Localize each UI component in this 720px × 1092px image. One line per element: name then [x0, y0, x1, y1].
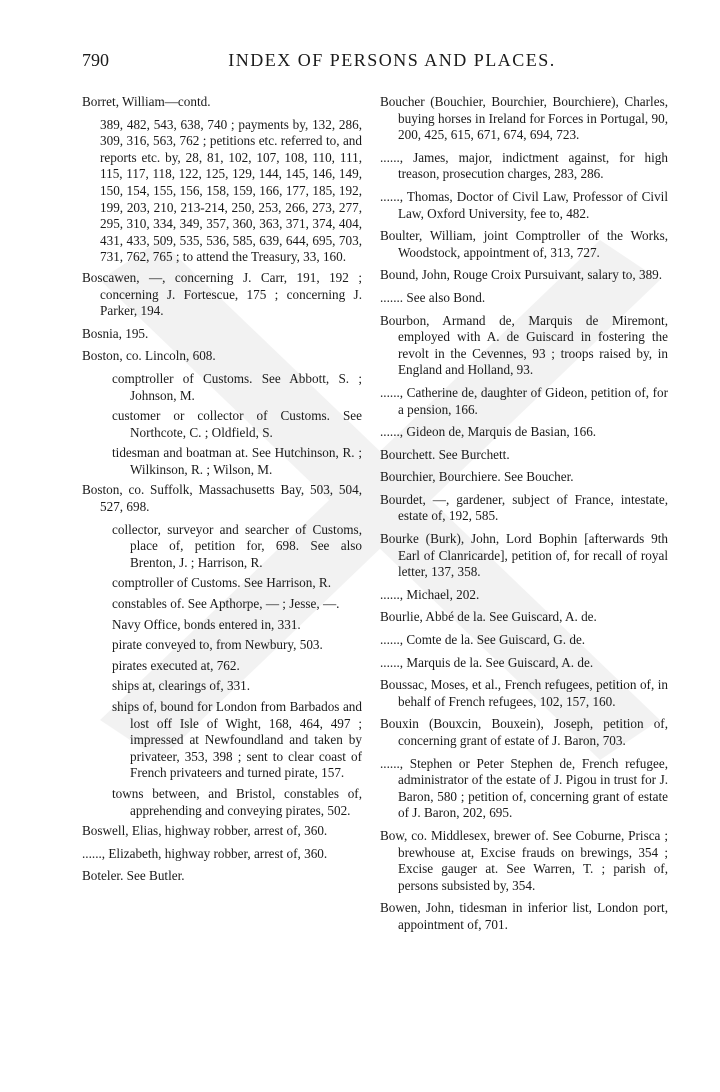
index-entry: Boussac, Moses, et al., French refugees, petition of, in behalf of French refugees, 102, 157, 160. [380, 677, 668, 709]
index-entry: 389, 482, 543, 638, 740 ; payments by, 132, 286, 309, 316, 563, 762 ; petitions etc. referred to, and reports etc. by, 28, 81, 102, 107, 108, 110, 111, 115, 117, 118, 122, 125, 129, 144, 145, 146, 149, 150, 154, 155, 156, 158, 159, 166, 177, 185, 192, 199, 203, 210, 213-214, 250, 253, 266, 273, 277, 295, 310, 334, 349, 357, 360, 363, 371, 374, 404, 431, 433, 509, 535, 536, 585, 639, 644, 695, 703, 731, 762, 765 ; to attend the Treasury, 33, 160. [100, 116, 362, 265]
index-entry: Boston, co. Lincoln, 608. [82, 348, 216, 364]
index-entry: ......, Catherine de, daughter of Gideon, petition of, for a pension, 166. [380, 384, 668, 417]
index-subentry: collector, surveyor and searcher of Customs, place of, petition for, 698. See also Brenton, J. ; Harrison, R. [112, 521, 362, 570]
index-entry: ....... See also Bond. [380, 289, 486, 305]
index-entry: Boston, co. Suffolk, Massachusetts Bay, 503, 504, 527, 698. [82, 482, 362, 515]
index-entry: ......, Marquis de la. See Guiscard, A. de. [380, 654, 594, 670]
index-subentry: customer or collector of Customs. See Northcote, C. ; Oldfield, S. [112, 408, 362, 440]
index-entry: Bourbon, Armand de, Marquis de Miremont, employed with A. de Guiscard in fostering the revolt in the Cevennes, 93 ; troops raised by, in England and Holland, 93. [380, 312, 668, 378]
index-entry: Boteler. See Butler. [82, 868, 185, 884]
index-subentry: constables of. See Apthorpe, — ; Jesse, —. [112, 596, 340, 612]
index-subentry: tidesman and boatman at. See Hutchinson, R. ; Wilkinson, R. ; Wilson, M. [112, 445, 362, 477]
index-entry: Boscawen, —, concerning J. Carr, 191, 192 ; concerning J. Fortescue, 175 ; concerning J. Parker, 194. [82, 269, 362, 319]
index-subentry: comptroller of Customs. See Abbott, S. ; Johnson, M. [112, 370, 362, 403]
index-entry: Bourdet, —, gardener, subject of France, intestate, estate of, 192, 585. [380, 491, 668, 524]
index-entry: Bouxin (Bouxcin, Bouxein), Joseph, petition of, concerning grant of estate of J. Baron, 703. [380, 716, 668, 748]
index-entry: Bound, John, Rouge Croix Pursuivant, salary to, 389. [380, 267, 663, 283]
index-entry: ......, Elizabeth, highway robber, arrest of, 360. [82, 845, 328, 861]
index-entry: ......, Thomas, Doctor of Civil Law, Professor of Civil Law, Oxford University, fee to, 482. [380, 188, 668, 221]
index-entry: Bourchier, Bourchiere. See Boucher. [380, 469, 574, 485]
index-entry: Boswell, Elias, highway robber, arrest of, 360. [82, 823, 328, 839]
index-entry: ......, Comte de la. See Guiscard, G. de. [380, 632, 586, 648]
page-title: INDEX OF PERSONS AND PLACES. [228, 50, 556, 70]
index-subentry: pirates executed at, 762. [112, 657, 240, 673]
index-entry: Bourke (Burk), John, Lord Bophin [afterwards 9th Earl of Clanricarde], petition of, for recall of royal letter, 137, 358. [380, 531, 668, 580]
index-subentry: ships at, clearings of, 331. [112, 678, 251, 694]
index-subentry: pirate conveyed to, from Newbury, 503. [112, 637, 323, 653]
index-entry: Bourlie, Abbé de la. See Guiscard, A. de. [380, 609, 597, 625]
index-entry: Bosnia, 195. [82, 325, 149, 341]
index-entry: ......, Stephen or Peter Stephen de, French refugee, administrator of the estate of J. Pigou in trust for J. Baron, 580 ; petition of, concerning grant of estate of J. Baron, 202, 695. [380, 755, 668, 821]
index-subentry: ships of, bound for London from Barbados and lost off Isle of Wight, 168, 464, 497 ; impressed at Newfoundland and taken by privateer, 353, 398 ; sent to clear coast of French privateers and turned pirate, 157. [112, 699, 362, 781]
index-subentry: Navy Office, bonds entered in, 331. [112, 616, 301, 632]
index-entry: ......, Michael, 202. [380, 586, 480, 602]
index-column-right [380, 94, 668, 940]
index-entry: ......, James, major, indictment against, for high treason, prosecution charges, 283, 286. [380, 149, 668, 182]
index-entry: Borret, William—contd. [82, 94, 211, 109]
index-entry: ......, Gideon de, Marquis de Basian, 166. [380, 424, 597, 440]
index-entry: Bourchett. See Burchett. [380, 446, 510, 462]
index-subentry: towns between, and Bristol, constables of, apprehending and conveying pirates, 502. [112, 785, 362, 818]
index-entry: Boucher (Bouchier, Bourchier, Bourchiere), Charles, buying horses in Ireland for Forces in Portugal, 90, 200, 425, 615, 671, 674, 694, 723. [380, 94, 668, 143]
index-column-left [82, 94, 362, 891]
page-header [82, 50, 662, 78]
index-entry: Bow, co. Middlesex, brewer of. See Coburne, Prisca ; brewhouse at, Excise frauds on brewings, 354 ; Excise gauger at. See Warren, T. ; parish of, persons subsisted by, 354. [380, 827, 668, 893]
page-number: 790 [82, 50, 109, 70]
index-entry: Bowen, John, tidesman in inferior list, London port, appointment of, 701. [380, 900, 668, 932]
index-entry: Boulter, William, joint Comptroller of the Works, Woodstock, appointment of, 313, 727. [380, 228, 668, 260]
index-subentry: comptroller of Customs. See Harrison, R. [112, 575, 332, 591]
